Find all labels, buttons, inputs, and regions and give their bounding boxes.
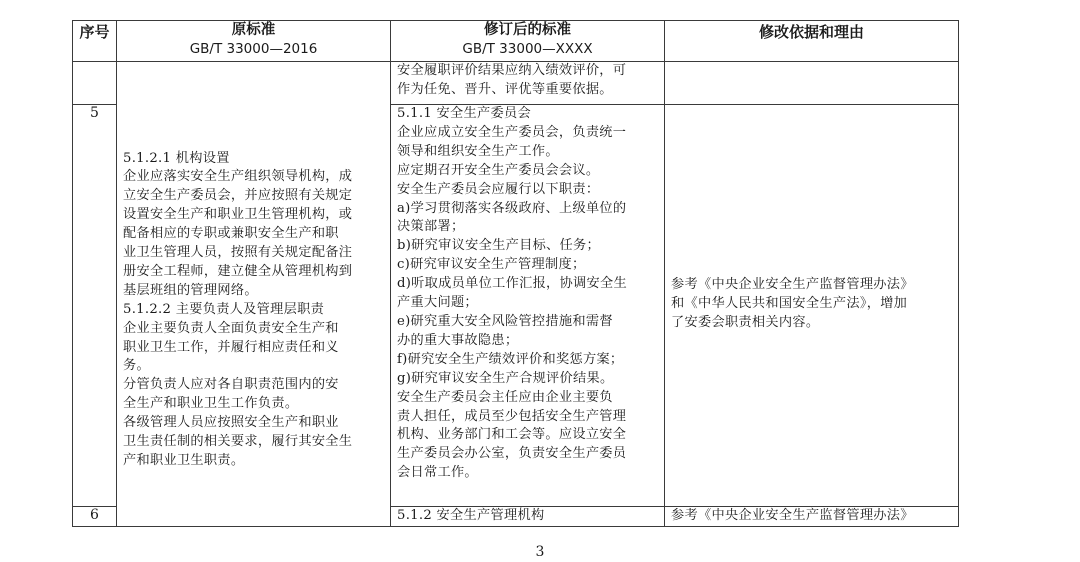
standards-comparison-table bbox=[72, 20, 959, 527]
basis-text: 参考《中央企业安全生产监督管理办法》 bbox=[671, 508, 914, 523]
row-revised bbox=[391, 507, 665, 527]
revised-text: 5.1.1 安全生产委员会 企业应成立安全生产委员会，负责统一 领导和组织安全生产工作。 应定期召开安全生产委员会会议。 安全生产委员会应履行以下职责： a)学习贯彻落实各级政府、上级单位的 决策部署； b)研究审议安全生产目标、任务； c)研究审议安全生产管理制度； d)听取成员单位工作汇报，协调安全生 产重大问题； e)研究重大安全风险管控措施和需督 办的重大事故隐患； f)研究安全生产绩效评价和奖惩方案； g)研究审议安全生产合规评价结果。 安全生产委员会主任应由企业主要负 责人担任，成员至少包括安全生产管理 机构、业务部门和工会等。应设立安全 生产委员会办公室，负责安全生产委员 会日常工作。 bbox=[397, 106, 627, 481]
header-original-code: GB/T 33000—2016 bbox=[189, 41, 318, 57]
row-revised bbox=[391, 105, 665, 507]
header-revised-code: GB/T 33000—XXXX bbox=[462, 41, 593, 57]
table-header-row bbox=[73, 21, 959, 62]
header-revised bbox=[391, 21, 665, 62]
row-revised bbox=[391, 62, 665, 105]
page-number: 3 bbox=[535, 544, 545, 560]
header-original-title: 原标准 bbox=[231, 22, 276, 38]
revised-text: 5.1.2 安全生产管理机构 bbox=[397, 508, 545, 523]
row-seq: 5 bbox=[73, 105, 117, 507]
row-basis bbox=[665, 105, 959, 507]
row-seq bbox=[73, 62, 117, 105]
header-original bbox=[117, 21, 391, 62]
row-basis bbox=[665, 507, 959, 527]
header-revised-title: 修订后的标准 bbox=[484, 22, 571, 38]
header-basis: 修改依据和理由 bbox=[665, 21, 959, 62]
row-seq: 6 bbox=[73, 507, 117, 527]
row-original bbox=[117, 62, 391, 105]
header-seq: 序号 bbox=[73, 21, 117, 62]
row-basis bbox=[665, 62, 959, 105]
revised-text: 安全履职评价结果应纳入绩效评价，可 作为任免、晋升、评优等重要依据。 bbox=[397, 63, 627, 97]
table-row bbox=[73, 105, 959, 507]
original-text: 5.1.2.1 机构设置 企业应落实安全生产组织领导机构，成 立安全生产委员会，并应按照有关规定 设置安全生产和职业卫生管理机构，或 配备相应的专职或兼职安全生产和职 业卫生管理人员，按照有关规定配备注 册安全工程师，建立健全从管理机构到 基层班组的管理网络。 5.1.2.2 主要负责人及管理层职责 企业主要负责人全面负责安全生产和 职业卫生工作，并履行相应责任和义 务。 分管负责人应对各自职责范围内的安 全生产和职业卫生工作负责。 各级管理人员应按照安全生产和职业 卫生责任制的相关要求，履行其安全生 产和职业卫生职责。 bbox=[123, 150, 353, 468]
row-original bbox=[117, 105, 391, 527]
basis-text: 参考《中央企业安全生产监督管理办法》 和《中华人民共和国安全生产法》，增加 了安委会职责相关内容。 bbox=[671, 277, 914, 330]
table-row bbox=[73, 62, 959, 105]
